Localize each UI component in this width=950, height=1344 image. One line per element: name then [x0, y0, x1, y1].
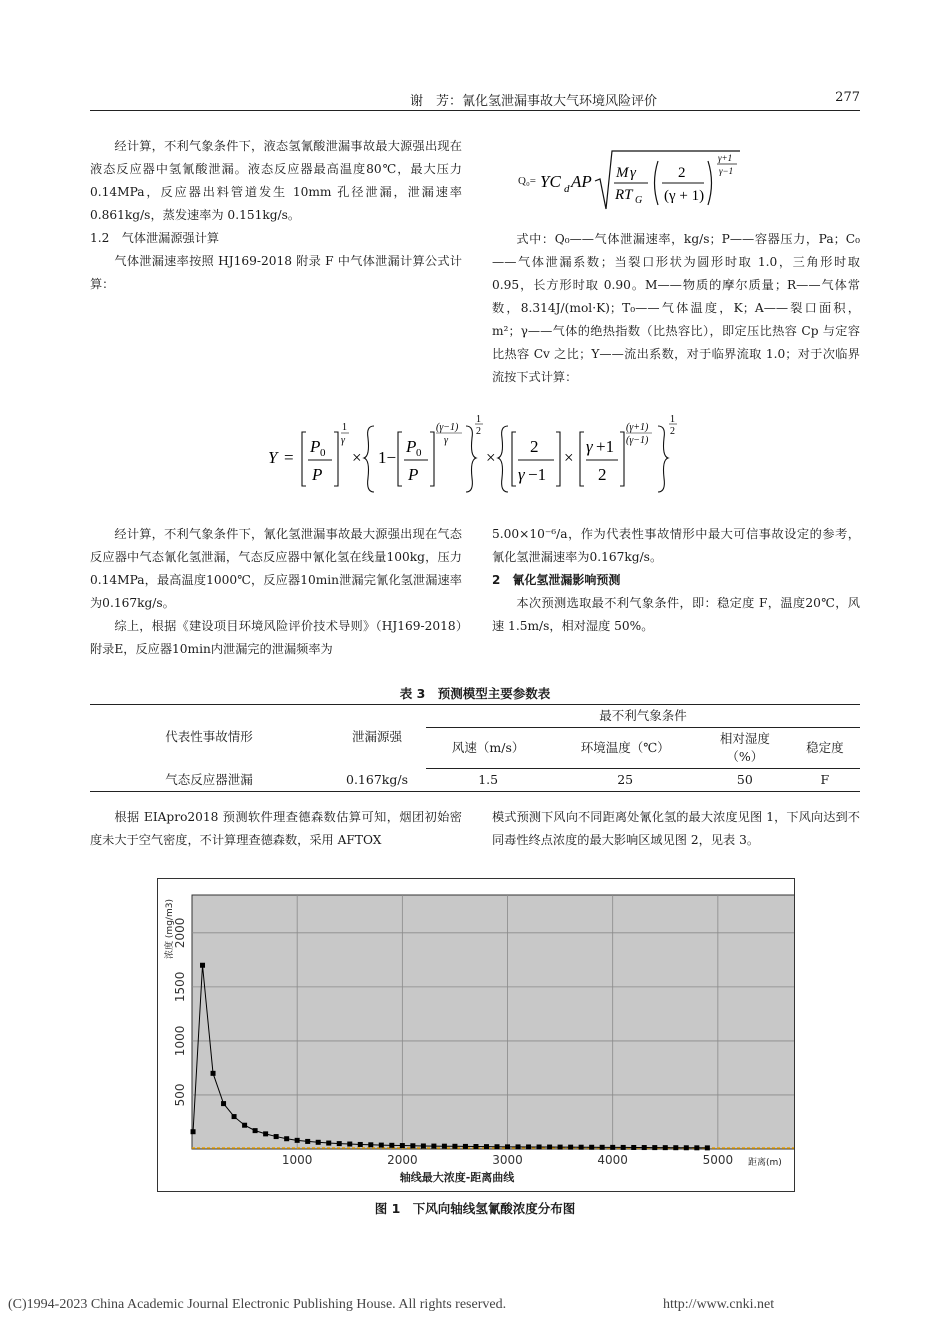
svg-text:γ: γ [518, 465, 525, 484]
svg-text:−1: −1 [528, 465, 547, 484]
paragraph: 综上，根据《建设项目环境风险评价技术导则》（HJ169-2018）附录E，反应器10min内泄漏完的泄漏频率为 [90, 619, 462, 656]
th-weather: 最不利气象条件 [426, 705, 860, 728]
svg-text:(γ−1): (γ−1) [436, 422, 459, 433]
data-point [642, 1145, 647, 1150]
svg-text:0: 0 [416, 447, 422, 459]
equation-gas-leak-rate [518, 145, 818, 215]
svg-text:d: d [564, 183, 570, 195]
svg-text:γ−1: γ−1 [719, 166, 734, 176]
right-column-top [492, 228, 860, 389]
data-point [705, 1145, 710, 1150]
svg-text:(γ + 1): (γ + 1) [664, 188, 705, 204]
right-column-mid [492, 523, 860, 638]
td-scenario: 气态反应器泄漏 [90, 769, 328, 792]
svg-text:AP: AP [571, 172, 592, 191]
svg-text:(γ−1): (γ−1) [626, 435, 649, 446]
data-point [295, 1138, 300, 1143]
svg-text:×: × [352, 448, 362, 467]
data-point [274, 1134, 279, 1139]
equation-outflow-coefficient [268, 408, 688, 496]
data-point [547, 1145, 552, 1150]
svg-text:0: 0 [320, 447, 326, 459]
svg-text:γ: γ [341, 435, 345, 446]
svg-text:P: P [310, 437, 321, 456]
data-point [368, 1142, 373, 1147]
svg-text:1: 1 [342, 422, 347, 433]
table-caption: 表 3 预测模型主要参数表 [399, 686, 551, 701]
data-point [431, 1144, 436, 1149]
cnki-url: http://www.cnki.net [663, 1297, 775, 1312]
svg-text:2: 2 [598, 465, 607, 484]
svg-text:M: M [616, 165, 629, 181]
data-point [673, 1145, 678, 1150]
data-point [232, 1114, 237, 1119]
section-heading: 2 氰化氢泄漏影响预测 [492, 573, 621, 587]
section-heading: 1.2 气体泄漏源强计算 [90, 231, 220, 245]
td-source: 0.167kg/s [328, 769, 426, 792]
equation-lhs: Q₀= [518, 175, 536, 187]
table-row [90, 769, 860, 792]
svg-text:1−: 1− [378, 448, 397, 467]
left-column-mid [90, 523, 462, 661]
x-axis-label: 距离(m) [748, 1158, 782, 1168]
paragraph: 本次预测选取最不利气象条件，即：稳定度 F，温度20℃，风速 1.5m/s，相对湿度 50%。 [492, 596, 860, 633]
svg-text:Y: Y [268, 448, 278, 467]
data-point [347, 1142, 352, 1147]
data-point [284, 1136, 289, 1141]
paragraph: 经计算，不利气象条件下，液态氢氰酸泄漏事故最大源强出现在液态反应器中氢氰酸泄漏。液态反应器最高温度80℃，最大压力 0.14MPa，反应器出料管道发生 10mm 孔径泄漏，泄漏速率 0.861kg/s，蒸发速率为 0.151kg/s。 [90, 139, 462, 222]
svg-text:(γ+1): (γ+1) [626, 422, 649, 433]
data-point [631, 1145, 636, 1150]
svg-text:2: 2 [678, 165, 686, 181]
th-scenario: 代表性事故情形 [90, 705, 328, 769]
concentration-chart [158, 879, 794, 1191]
data-point [358, 1142, 363, 1147]
data-point [242, 1123, 247, 1128]
header-rule [90, 110, 860, 111]
copyright-footer [8, 1297, 942, 1313]
data-point [516, 1144, 521, 1149]
params-table [90, 704, 860, 792]
svg-text:γ: γ [444, 435, 448, 446]
td-humidity: 50 [700, 769, 790, 792]
data-point [537, 1145, 542, 1150]
data-point [463, 1144, 468, 1149]
data-point [191, 1129, 196, 1134]
paragraph: 气体泄漏速率按照 HJ169-2018 附录 F 中气体泄漏计算公式计算： [90, 254, 462, 291]
x-tick-label: 4000 [597, 1153, 628, 1167]
data-point [621, 1145, 626, 1150]
data-point [389, 1143, 394, 1148]
svg-text:+1: +1 [596, 437, 615, 456]
data-point [263, 1131, 268, 1136]
paragraph: 模式预测下风向不同距离处氰化氢的最大浓度见图 1，下风向达到不同毒性终点浓度的最大影响区域见图 2，见表 3。 [492, 810, 860, 847]
svg-text:×: × [486, 448, 496, 467]
page-number: 277 [835, 90, 860, 105]
y-tick-label: 2000 [173, 917, 187, 949]
chart-title: 轴线最大浓度-距离曲线 [399, 1171, 515, 1184]
td-stability: F [790, 769, 860, 792]
data-point [558, 1145, 563, 1150]
data-point [495, 1144, 500, 1149]
y-tick-label: 1000 [173, 1025, 187, 1057]
svg-text:γ+1: γ+1 [718, 153, 733, 163]
svg-text:γ: γ [586, 437, 593, 456]
svg-text:P: P [312, 465, 323, 484]
svg-text:×: × [564, 448, 574, 467]
x-tick-label: 3000 [492, 1153, 523, 1167]
svg-text:2: 2 [476, 426, 481, 437]
x-tick-label: 2000 [387, 1153, 418, 1167]
figure-1 [157, 878, 795, 1192]
x-tick-label: 1000 [281, 1153, 313, 1167]
svg-text:P: P [408, 465, 419, 484]
data-point [473, 1144, 478, 1149]
data-point [410, 1143, 415, 1148]
data-point [316, 1140, 321, 1145]
data-point [421, 1143, 426, 1148]
svg-text:RT: RT [615, 187, 633, 203]
svg-text:=: = [284, 448, 294, 467]
svg-text:P: P [406, 437, 417, 456]
y-tick-label: 1500 [173, 971, 187, 1003]
table-header-row-1 [90, 705, 860, 728]
data-point [305, 1139, 310, 1144]
x-tick-label: 5000 [702, 1153, 734, 1167]
paragraph: 5.00×10⁻⁶/a，作为代表性事故情形中最大可信事故设定的参考，氰化氢泄漏速率为0.167kg/s。 [492, 527, 860, 564]
data-point [452, 1144, 457, 1149]
equation-1-graphic [540, 145, 750, 215]
th-source: 泄漏源强 [328, 705, 426, 769]
svg-text:2: 2 [670, 426, 675, 437]
data-point [400, 1143, 405, 1148]
th-stability: 稳定度 [790, 728, 860, 769]
copyright-text: (C)1994-2023 China Academic Journal Electronic Publishing House. All rights reserved. [8, 1297, 507, 1312]
y-tick-label: 500 [173, 1083, 187, 1107]
th-humidity: 相对湿度 （%） [700, 728, 790, 769]
left-column-bottom [90, 806, 462, 852]
y-axis-label: 浓度 (mg/m3) [165, 899, 175, 959]
data-point [253, 1128, 258, 1133]
td-wind: 1.5 [426, 769, 550, 792]
data-point [326, 1141, 331, 1146]
data-point [484, 1144, 489, 1149]
data-point [663, 1145, 668, 1150]
svg-text:1: 1 [476, 414, 481, 425]
running-title: 谢 芳：氰化氢泄漏事故大气环境风险评价 [410, 94, 658, 109]
data-point [442, 1144, 447, 1149]
data-point [694, 1145, 699, 1150]
data-point [337, 1141, 342, 1146]
svg-text:2: 2 [530, 437, 539, 456]
data-point [652, 1145, 657, 1150]
paragraph: 根据 EIApro2018 预测软件理查德森数估算可知，烟团初始密度未大于空气密度，不计算理查德森数，采用 AFTOX [90, 810, 462, 847]
svg-text:G: G [635, 195, 643, 206]
data-point [568, 1145, 573, 1150]
data-point [526, 1144, 531, 1149]
data-point [610, 1145, 615, 1150]
svg-text:γ: γ [630, 165, 636, 181]
left-column-top [90, 135, 462, 296]
td-temp: 25 [550, 769, 700, 792]
data-point [600, 1145, 605, 1150]
th-temp: 环境温度（℃） [550, 728, 700, 769]
data-point [579, 1145, 584, 1150]
data-point [684, 1145, 689, 1150]
data-point [200, 963, 205, 968]
data-point [505, 1144, 510, 1149]
paragraph: 经计算，不利气象条件下，氰化氢泄漏事故最大源强出现在气态反应器中气态氰化氢泄漏，气态反应器中氰化氢在线量100kg，压力0.14MPa，最高温度1000℃，反应器10min泄漏完氰化氢泄漏速率为0.167kg/s。 [90, 527, 462, 610]
data-point [221, 1101, 226, 1106]
paragraph-symbols: 式中：Q₀——气体泄漏速率，kg/s；P——容器压力，Pa；C₀——气体泄漏系数；当裂口形状为圆形时取 1.0，三角形时取 0.95，长方形时取 0.90。M——物质的摩尔质量；R——气体常数，8.314J/(mol·K)；T₀——气体温度，K；A——裂口面积，m²；γ——气体的绝热指数（比热容比），即定压比热容 Cp 与定容比热容 Cv 之比；Y——流出系数，对于临界流取 1.0；对于次临界流按下式计算： [492, 232, 860, 384]
data-point [379, 1143, 384, 1148]
data-point [589, 1145, 594, 1150]
svg-text:1: 1 [670, 414, 675, 425]
figure-caption: 图 1 下风向轴线氢氰酸浓度分布图 [374, 1201, 576, 1216]
data-point [211, 1071, 216, 1076]
right-column-bottom [492, 806, 860, 852]
svg-text:YC: YC [540, 172, 561, 191]
th-wind: 风速（m/s） [426, 728, 550, 769]
